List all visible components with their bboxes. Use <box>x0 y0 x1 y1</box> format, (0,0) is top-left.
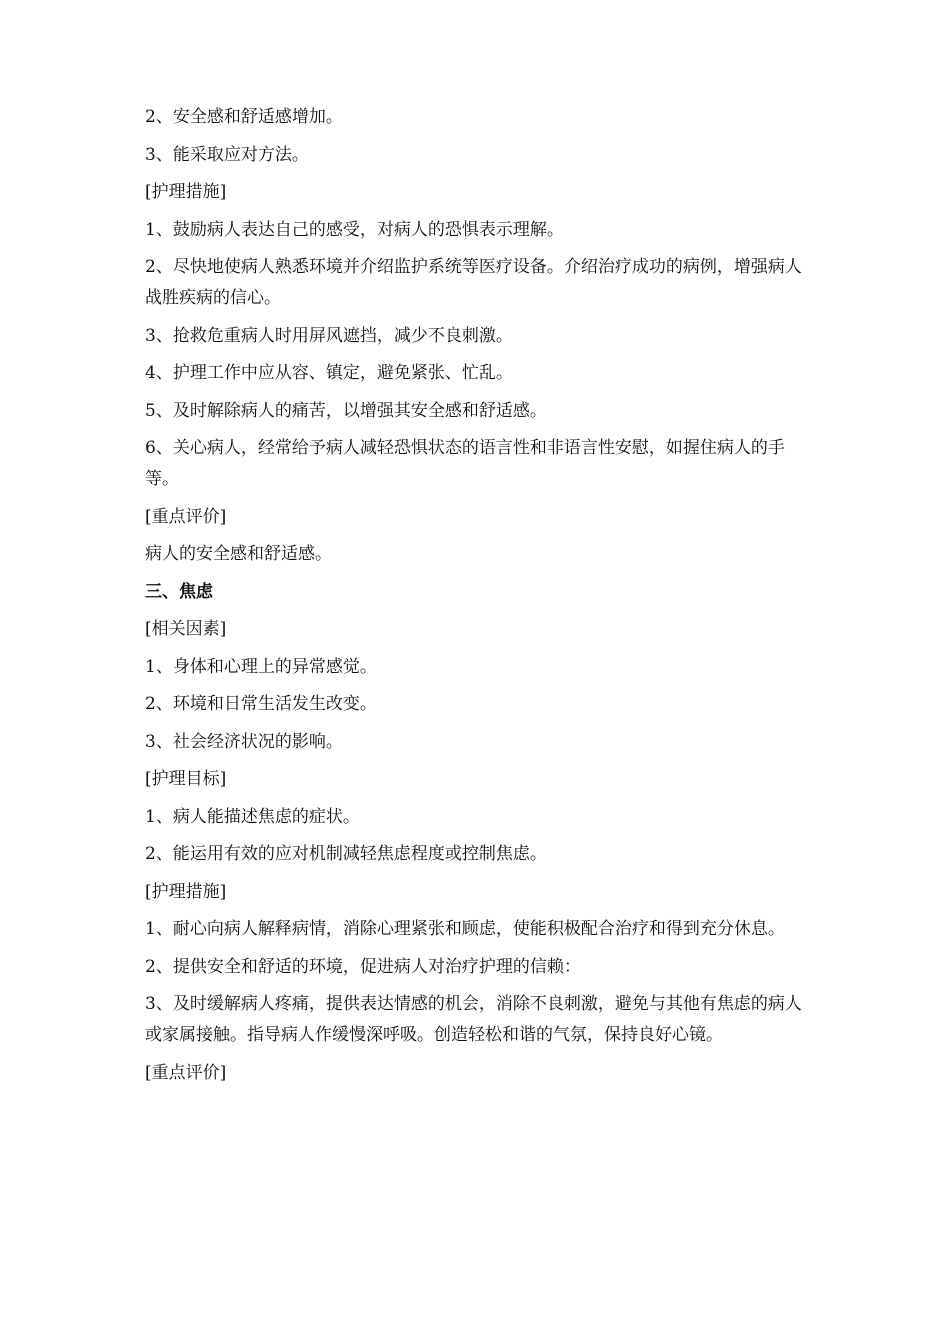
paragraph-line: [护理目标] <box>145 769 227 789</box>
paragraph-line: 2、环境和日常生活发生改变。 <box>145 694 377 714</box>
paragraph-line: [重点评价] <box>145 1062 227 1083</box>
paragraph-line: 2、提供安全和舒适的环境，促进病人对治疗护理的信赖： <box>145 956 581 977</box>
paragraph-line: 3、社会经济状况的影响。 <box>145 731 343 752</box>
paragraph-line: 病人的安全感和舒适感。 <box>145 544 332 564</box>
paragraph-line: 3、及时缓解病人疼痛，提供表达情感的机会，消除不良刺激，避免与其他有焦虑的病人或家属接触。指导病人作缓慢深呼吸。创造轻松和谐的气氛，保持良好心镜。 <box>145 994 802 1045</box>
section-heading: 三、焦虑 <box>145 581 213 602</box>
paragraph-line: [护理措施] <box>145 182 227 202</box>
paragraph-line: 3、抢救危重病人时用屏风遮挡，减少不良刺激。 <box>145 325 513 346</box>
paragraph-line: 5、及时解除病人的痛苦，以增强其安全感和舒适感。 <box>145 400 547 421</box>
paragraph-line: 3、能采取应对方法。 <box>145 144 309 165</box>
paragraph-line: 1、身体和心理上的异常感觉。 <box>145 656 377 677</box>
paragraph-line: 1、耐心向病人解释病情，消除心理紧张和顾虑，使能积极配合治疗和得到充分休息。 <box>145 919 785 939</box>
paragraph-line: [重点评价] <box>145 506 227 527</box>
document-body <box>145 102 810 1095</box>
paragraph-line: 2、尽快地使病人熟悉环境并介绍监护系统等医疗设备。介绍治疗成功的病例，增强病人战胜疾病的信心。 <box>145 257 802 308</box>
paragraph-line: 4、护理工作中应从容、镇定，避免紧张、忙乱。 <box>145 363 513 383</box>
paragraph-line: 1、病人能描述焦虑的症状。 <box>145 806 360 827</box>
paragraph-line: 6、关心病人，经常给予病人减轻恐惧状态的语言性和非语言性安慰，如握住病人的手等。 <box>145 438 785 489</box>
paragraph-line: 2、安全感和舒适感增加。 <box>145 107 343 127</box>
paragraph-line: 2、能运用有效的应对机制减轻焦虑程度或控制焦虑。 <box>145 844 547 864</box>
paragraph-line: 1、鼓励病人表达自己的感受，对病人的恐惧表示理解。 <box>145 219 564 240</box>
paragraph-line: [护理措施] <box>145 881 227 902</box>
paragraph-line: [相关因素] <box>145 619 227 639</box>
